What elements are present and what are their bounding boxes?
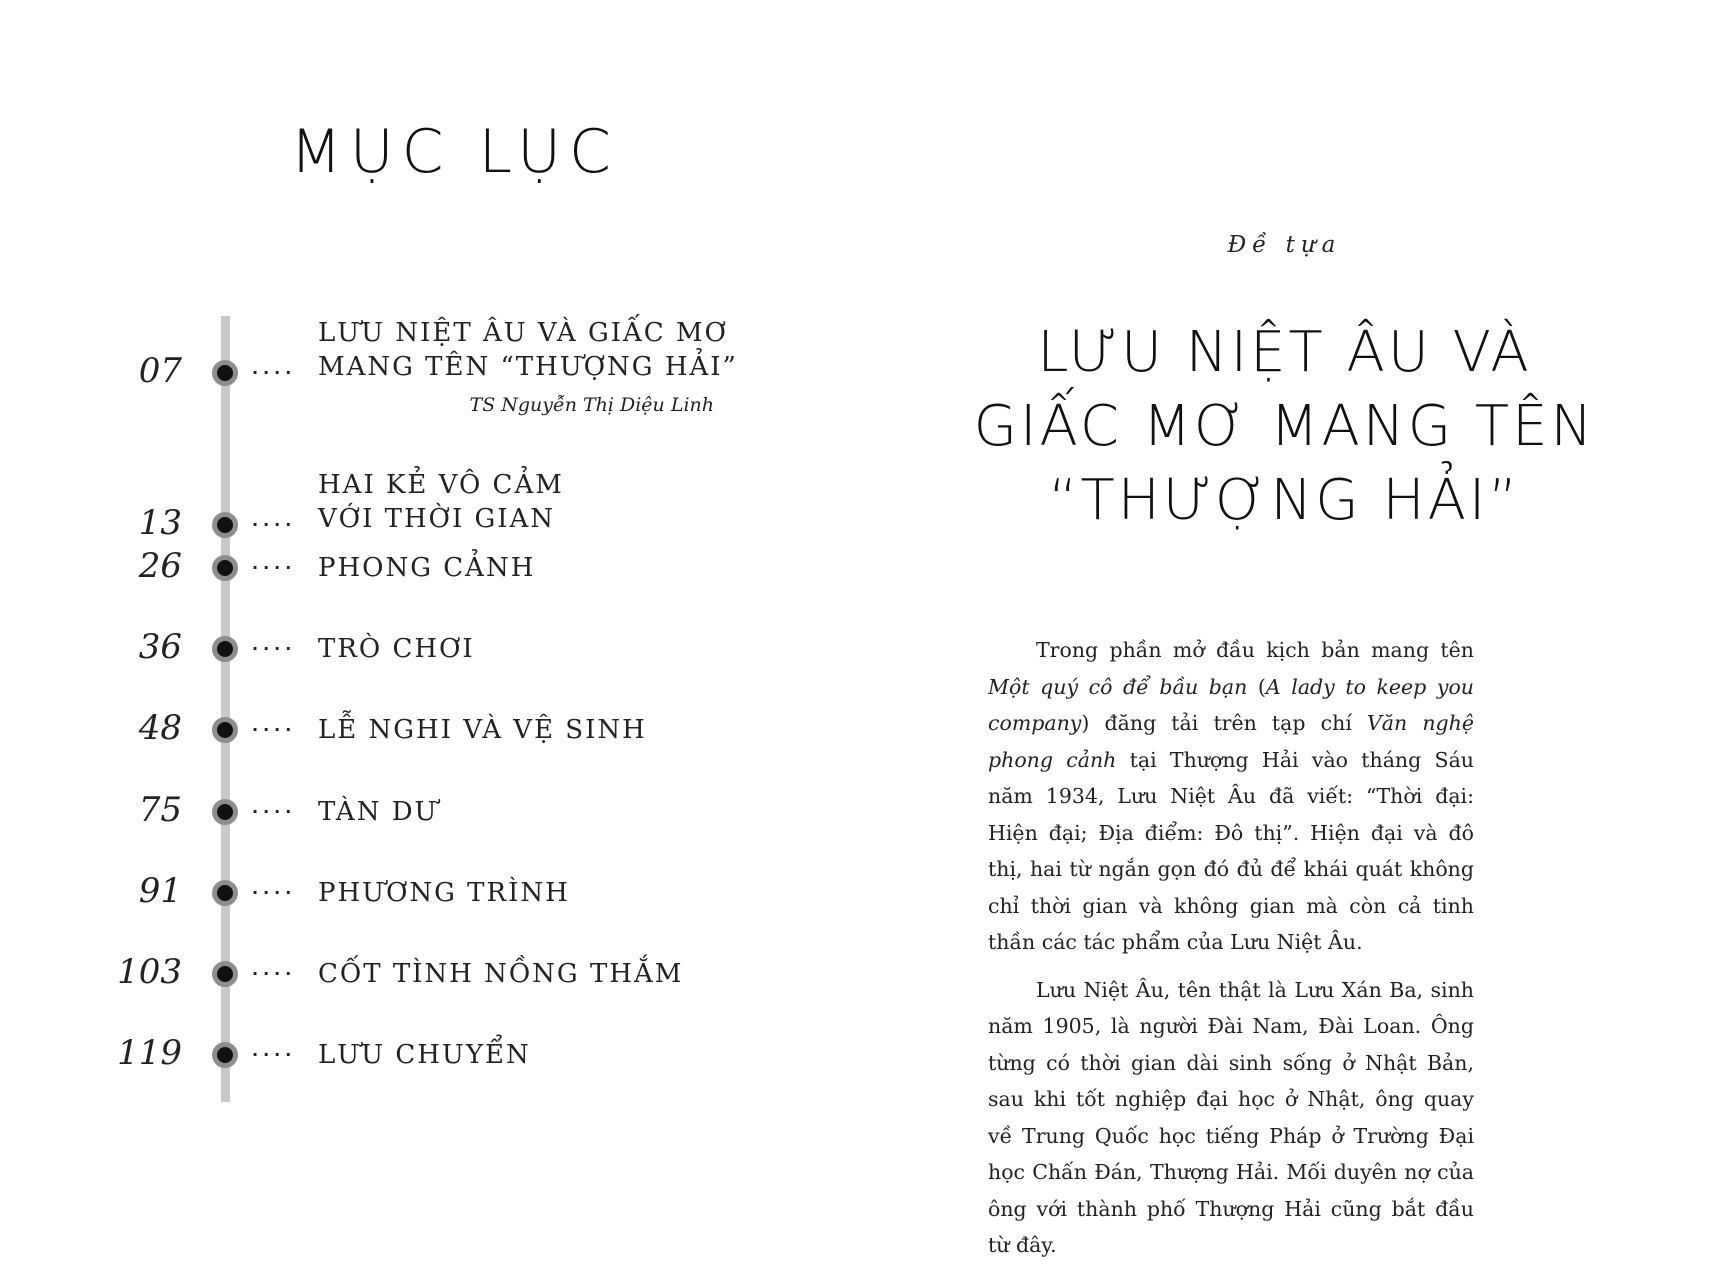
- preface-title-line: GIẤC MƠ MANG TÊN: [973, 394, 1596, 459]
- toc-page-number: 13: [138, 503, 182, 543]
- toc-entry-title: [318, 876, 798, 910]
- text-run: Lưu Niệt Âu, tên thật là Lưu Xán Ba, sinh năm 1905, là người Đài Nam, Đài Loan. Ông từng có thời gian dài sinh sống ở Nhật Bản, sau khi tốt nghiệp đại học ở Nhật, ông quay về Trung Quốc học tiếng Pháp ở Trường Đại học Chấn Đán, Thượng Hải. Mối duyên nợ của ông với thành phố Thượng Hải cũng bắt đầu từ đây.: [988, 977, 1474, 1257]
- toc-leader-dots: ....: [252, 511, 297, 530]
- italic-title: Một quý cô để bầu bạn: [988, 674, 1248, 699]
- preface-kicker: Đề tựa: [1227, 232, 1342, 258]
- toc-page-number: 36: [138, 627, 182, 667]
- toc-leader-dots: ....: [252, 716, 297, 735]
- toc-entry-title: [318, 957, 798, 991]
- toc-entry-title: [318, 316, 798, 384]
- toc-entry-title: [318, 795, 798, 829]
- toc-leader-dots: ....: [252, 960, 297, 979]
- toc-page: [0, 0, 856, 1211]
- italic-title: Văn nghệ phong cảnh: [988, 711, 1475, 772]
- toc-page-number: 75: [138, 790, 182, 830]
- toc-leader-dots: ....: [252, 635, 297, 654]
- timeline-dot: [212, 555, 238, 581]
- toc-leader-dots: ....: [252, 554, 297, 573]
- timeline-dot: [212, 799, 238, 825]
- timeline-dot: [212, 512, 238, 538]
- preface-page: [856, 0, 1713, 1257]
- timeline-dot: [212, 961, 238, 987]
- preface-body: [988, 632, 1474, 1275]
- text-run: ) đăng tải trên tạp chí: [1081, 711, 1367, 735]
- toc-page-number: 119: [117, 1033, 182, 1073]
- toc-entry-title-line: HAI KẺ VÔ CẢM: [318, 470, 564, 500]
- toc-entry-title-line: PHONG CẢNH: [318, 553, 536, 583]
- toc-page-number: 07: [138, 351, 182, 391]
- preface-title: [856, 316, 1713, 538]
- timeline-dot: [212, 880, 238, 906]
- preface-title-line: “THƯỢNG HẢI”: [1048, 468, 1521, 533]
- toc-leader-dots: ....: [252, 359, 297, 378]
- toc-entry-title-line: TRÒ CHƠI: [318, 634, 475, 664]
- toc-title: MỤC LỤC: [290, 117, 619, 187]
- toc-entry-title: [318, 713, 798, 747]
- toc-entry-title-line: LƯU NIỆT ÂU VÀ GIẤC MƠ: [318, 318, 728, 348]
- toc-entry-title-line: CỐT TÌNH NỒNG THẮM: [318, 959, 684, 989]
- toc-entry-title-line: MANG TÊN “THƯỢNG HẢI”: [318, 352, 738, 382]
- preface-paragraph: [988, 972, 1474, 1264]
- toc-leader-dots: ....: [252, 798, 297, 817]
- toc-page-number: 26: [138, 546, 182, 586]
- timeline-dot: [212, 717, 238, 743]
- text-run: Trong phần mở đầu kịch bản mang tên: [1036, 638, 1474, 662]
- toc-entry-title: [318, 1038, 798, 1072]
- toc-entry-title: [318, 551, 798, 585]
- italic-title: A lady to keep you company: [988, 674, 1474, 735]
- preface-title-line: LƯU NIỆT ÂU VÀ: [1037, 320, 1532, 385]
- toc-entry-title: [318, 632, 798, 666]
- text-run: tại Thượng Hải vào tháng Sáu năm 1934, Lưu Niệt Âu đã viết: “Thời đại: Hiện đại; Địa điểm: Đô thị”. Hiện đại và đô thị, hai từ ngắn gọn đó đủ để khái quát không chỉ thời gian và không gian mà còn cả tinh thần các tác phẩm của Lưu Niệt Âu.: [988, 747, 1474, 954]
- toc-entry-author: TS Nguyễn Thị Diệu Linh: [469, 394, 714, 416]
- toc-entry-title-line: LƯU CHUYỂN: [318, 1040, 531, 1070]
- text-run: (: [1247, 674, 1266, 699]
- timeline-dot: [212, 360, 238, 386]
- toc-entry-title-line: LỄ NGHI VÀ VỆ SINH: [318, 715, 647, 745]
- toc-page-number: 48: [138, 708, 182, 748]
- toc-page-number: 91: [138, 871, 182, 911]
- preface-paragraph: [988, 632, 1474, 961]
- toc-entry-title: [318, 468, 798, 536]
- toc-page-number: 103: [117, 952, 182, 992]
- toc-entry-title-line: TÀN DƯ: [318, 797, 439, 827]
- toc-entry-title-line: VỚI THỜI GIAN: [318, 504, 556, 534]
- timeline-dot: [212, 1042, 238, 1068]
- toc-entry-title-line: PHƯƠNG TRÌNH: [318, 878, 570, 908]
- timeline-dot: [212, 636, 238, 662]
- toc-leader-dots: ....: [252, 1041, 297, 1060]
- toc-leader-dots: ....: [252, 879, 297, 898]
